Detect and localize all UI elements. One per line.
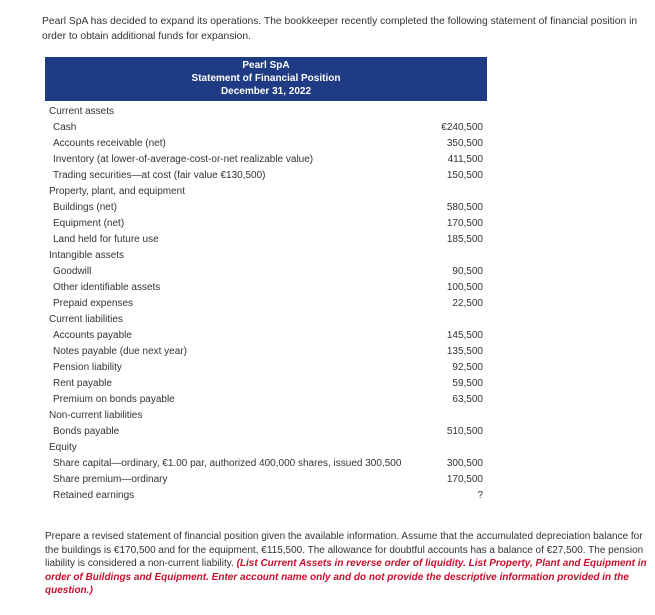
line-amount: 135,500 [446,346,483,357]
line-label: Share capital—ordinary, €1.00 par, authorized 400,000 shares, issued 300,500 [53,458,402,469]
line-label: Other identifiable assets [53,282,161,293]
line-amount: 170,500 [446,218,483,229]
statement-line-item [45,216,487,232]
line-label: Intangible assets [49,250,125,261]
line-label: Cash [53,122,77,133]
intro-paragraph: Pearl SpA has decided to expand its operations. The bookkeeper recently completed the following statement of financial position in order to obtain additional funds for expansion. [42,16,638,42]
statement-line-item [45,296,487,312]
line-label: Equipment (net) [53,218,125,229]
statement-header [45,57,487,101]
line-label: Accounts payable [53,330,132,341]
line-label: Property, plant, and equipment [49,186,186,197]
statement-line-item [45,376,487,392]
statement-section-heading [45,408,487,424]
instructions-text: Prepare a revised statement of financial position given the available information. Assume that the accumulated depreciation balance for the buildings is €170,500 and for the equipment, €115,500. The allowance for doubtful accounts has a balance of €27,500. The pension liability is considered a non-current liability. [45,531,644,569]
statement-section-heading [45,440,487,456]
line-amount: 350,500 [446,138,483,149]
line-amount: 300,500 [446,458,483,469]
line-amount: 92,500 [452,362,483,373]
line-label: Prepaid expenses [53,298,134,309]
statement-line-item [45,120,487,136]
statement-section-heading [45,104,487,120]
line-label: Rent payable [53,378,112,389]
line-label: Premium on bonds payable [53,394,175,405]
line-label: Inventory (at lower-of-average-cost-or-net realizable value) [53,154,314,165]
line-amount: 580,500 [446,202,483,213]
statement-date: December 31, 2022 [220,86,312,97]
statement-line-item [45,280,487,296]
statement-line-item [45,456,487,472]
line-amount: €240,500 [441,122,483,133]
line-label: Bonds payable [53,426,120,437]
statement-section-heading [45,312,487,328]
statement-line-item [45,152,487,168]
line-label: Retained earnings [53,490,135,501]
line-amount: 411,500 [447,154,483,165]
statement-line-item [45,328,487,344]
statement-line-item [45,472,487,488]
statement-line-item [45,392,487,408]
statement-line-item [45,488,487,504]
line-label: Land held for future use [53,234,159,245]
statement-line-item [45,424,487,440]
line-label: Goodwill [53,266,92,277]
company-name: Pearl SpA [242,60,290,71]
line-amount: 185,500 [446,234,483,245]
line-amount: 150,500 [446,170,483,181]
statement-line-item [45,232,487,248]
line-amount: 90,500 [452,266,483,277]
statement-line-item [45,344,487,360]
line-label: Accounts receivable (net) [53,138,166,149]
line-amount: 100,500 [446,282,483,293]
statement-line-item [45,168,487,184]
cropped-previous-text [0,0,655,6]
statement-section-heading [45,184,487,200]
line-label: Current liabilities [49,314,123,325]
instructions-note: (List Current Assets in reverse order of liquidity. List Property, Plant and Equipment in order of Buildings and Equipment. Enter account name only and do not provide the descriptive information provided in the question.) [45,558,647,596]
line-label: Non-current liabilities [49,410,143,421]
statement-line-item [45,200,487,216]
line-label: Trading securities—at cost (fair value €130,500) [53,170,266,181]
line-label: Notes payable (due next year) [53,346,187,357]
line-amount: ? [477,490,483,501]
line-amount: 145,500 [446,330,483,341]
statement-line-item [45,264,487,280]
line-amount: 510,500 [446,426,483,437]
statement-line-item [45,136,487,152]
line-amount: 63,500 [452,394,483,405]
statement-line-item [45,360,487,376]
line-amount: 22,500 [452,298,483,309]
instructions [45,530,651,598]
line-label: Pension liability [53,362,122,373]
line-label: Current assets [49,106,115,117]
line-label: Equity [49,442,77,453]
line-amount: 59,500 [452,378,483,389]
line-label: Share premium—ordinary [53,474,168,485]
statement-section-heading [45,248,487,264]
statement-title: Statement of Financial Position [191,73,341,84]
line-label: Buildings (net) [53,202,117,213]
line-amount: 170,500 [446,474,483,485]
